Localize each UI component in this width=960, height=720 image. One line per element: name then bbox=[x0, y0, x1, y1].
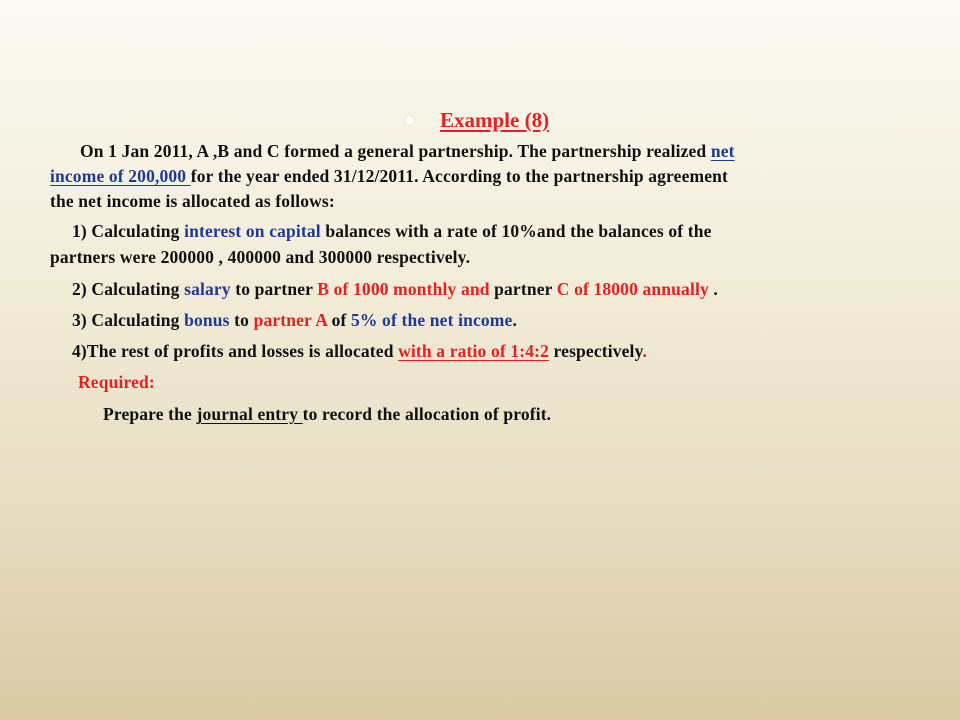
partner-a-highlight: partner A bbox=[253, 310, 328, 330]
bonus-rate-highlight: 5% of the net income bbox=[350, 310, 513, 330]
profit-ratio-highlight: with a ratio of 1:4:2 bbox=[398, 341, 550, 361]
net-income-highlight: net bbox=[710, 141, 735, 161]
text-segment: 2) Calculating bbox=[72, 279, 185, 299]
text-segment: the net income is allocated as follows: bbox=[50, 191, 335, 211]
partner-b-salary-highlight: B of 1000 monthly and bbox=[317, 279, 490, 299]
paragraph-2-line-2 bbox=[50, 247, 470, 268]
paragraph-1-line-1 bbox=[80, 141, 735, 162]
paragraph-1-line-3 bbox=[50, 191, 335, 212]
text-segment: to record the allocation of profit. bbox=[302, 404, 552, 424]
prepare-instruction bbox=[103, 404, 551, 425]
paragraph-2-line-1 bbox=[72, 221, 712, 242]
bonus-highlight: bonus bbox=[184, 310, 230, 330]
text-segment: . bbox=[642, 341, 648, 361]
text-segment: . bbox=[708, 279, 718, 299]
text-segment: 1) Calculating bbox=[72, 221, 185, 241]
text-segment: partner bbox=[489, 279, 557, 299]
journal-entry-highlight: journal entry bbox=[196, 404, 303, 424]
salary-highlight: salary bbox=[184, 279, 231, 299]
paragraph-5 bbox=[72, 341, 647, 362]
bullet-icon bbox=[405, 116, 414, 125]
text-segment: partners were 200000 , 400000 and 300000 respectively. bbox=[50, 247, 471, 267]
paragraph-3 bbox=[72, 279, 718, 300]
text-segment: . bbox=[512, 310, 517, 330]
title-row bbox=[405, 105, 549, 135]
example-title: Example (8) bbox=[440, 107, 550, 132]
text-segment: to partner bbox=[230, 279, 318, 299]
paragraph-1-line-2 bbox=[50, 166, 728, 187]
text-segment: Prepare the bbox=[103, 404, 197, 424]
text-segment: for the year ended 31/12/2011. According to the partnership agreement bbox=[190, 166, 728, 186]
text-segment: balances with a rate of 10%and the balances of the bbox=[320, 221, 712, 241]
net-income-amount-highlight: income of 200,000 bbox=[50, 166, 191, 186]
text-segment: respectively bbox=[549, 341, 643, 361]
paragraph-4 bbox=[72, 310, 517, 331]
text-segment: 3) Calculating bbox=[72, 310, 185, 330]
partner-c-salary-highlight: C of 18000 annually bbox=[556, 279, 709, 299]
text-segment: to bbox=[229, 310, 254, 330]
text-segment: 4)The rest of profits and losses is allocated bbox=[72, 341, 399, 361]
text-segment: On 1 Jan 2011, A ,B and C formed a general partnership. The partnership realized bbox=[80, 141, 711, 161]
interest-on-capital-highlight: interest on capital bbox=[184, 221, 321, 241]
required-heading: Required: bbox=[78, 372, 155, 392]
text-segment: of bbox=[327, 310, 351, 330]
